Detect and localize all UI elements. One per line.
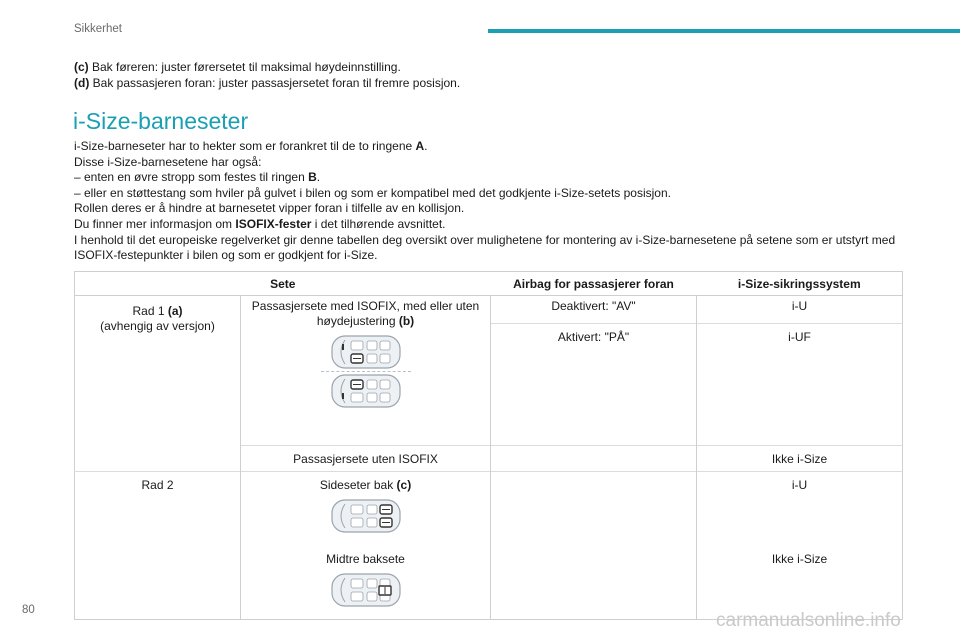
system-on: i-UF (697, 323, 903, 445)
intro-notes (74, 59, 460, 91)
table-header-row (75, 272, 903, 296)
body-text: i-Size-barneseter har to hekter som er forankret til de to ringene A. Disse i-Size-barnesetene har også: – enten en øvre stropp som festes til ringen B. – eller en støttestang som hviler på gulvet i bilen og som er kompatibel med det godkjente i-Size-setets posisjon. Rollen deres er å hindre at barnesetet vipper foran i tilfelle av en kollisjon. Du finner mer informasjon om ISOFIX-fester i det tilhørende avsnittet. I henhold til det europeiske regelverket gir denne tabellen deg oversikt over mulighetene for montering av i-Size-barnesetene på setene som er utstyrt med ISOFIX-festepunkter i bilen og som er godkjent for i-Size. (74, 139, 896, 263)
row2-middle-seat: Midtre baksete (241, 546, 491, 620)
row1-label: Rad 1 (a) (avhengig av versjon) (100, 304, 215, 333)
header-seat: Sete (75, 272, 491, 296)
page-number: 80 (22, 604, 35, 616)
header-accent-bar (488, 29, 960, 33)
row1-seat-no-isofix: Passasjersete uten ISOFIX (241, 446, 491, 472)
table-row (75, 296, 903, 324)
note-c: (c) Bak føreren: juster førersetet til maksimal høydeinnstilling. (74, 60, 401, 74)
row2-system-middle: Ikke i-Size (697, 546, 903, 620)
table-row (75, 472, 903, 546)
section-title: i-Size-barneseter (73, 108, 249, 134)
header-system: i-Size-sikringssystem (697, 272, 903, 296)
row2-label: Rad 2 (75, 472, 241, 620)
system-off: i-U (697, 296, 903, 324)
row2-system-side: i-U (697, 472, 903, 546)
car-rear-side-seats-icon (331, 499, 401, 533)
airbag-on: Aktivert: "PÅ" (491, 323, 697, 445)
car-front-seat-icon-2 (331, 374, 401, 408)
watermark: carmanualsonline.info (716, 610, 901, 631)
airbag-off: Deaktivert: "AV" (491, 296, 697, 324)
row1-system-no-isofix: Ikke i-Size (697, 446, 903, 472)
row1-seat-isofix: Passasjersete med ISOFIX, med eller uten høydejustering (b) (241, 296, 491, 446)
car-rear-middle-seat-icon (331, 573, 401, 607)
note-d: (d) Bak passasjeren foran: juster passasjersetet foran til fremre posisjon. (74, 76, 461, 90)
header-airbag: Airbag for passasjerer foran (491, 272, 697, 296)
section-header: Sikkerhet (74, 23, 122, 35)
row2-side-seats: Sideseter bak (c) (241, 472, 491, 546)
isize-table (74, 271, 903, 620)
car-front-seat-icon (331, 335, 401, 369)
